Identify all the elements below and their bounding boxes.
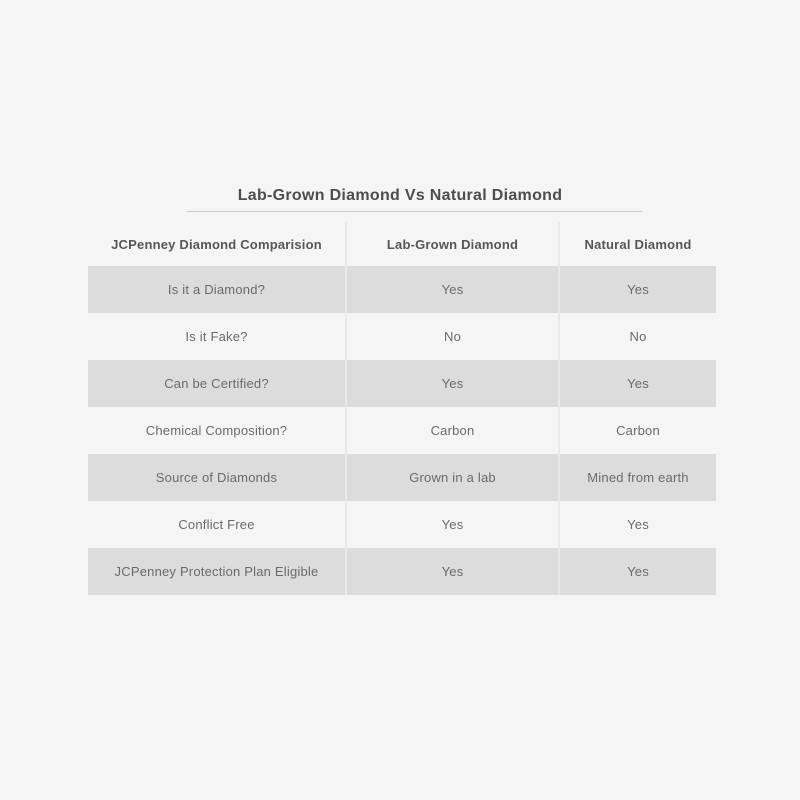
natural-value-cell: Yes (558, 266, 716, 313)
natural-value-cell: Carbon (558, 407, 716, 454)
natural-value-cell: Yes (558, 360, 716, 407)
row-label-cell: Can be Certified? (164, 376, 269, 391)
lab-grown-value-cell: Yes (345, 360, 558, 407)
row-label-cell: Source of Diamonds (155, 470, 278, 485)
natural-value-cell: Yes (558, 548, 716, 595)
table-row (88, 360, 716, 407)
table-row (88, 407, 716, 454)
lab-grown-value-cell: No (345, 313, 558, 360)
lab-grown-value-cell: Yes (345, 501, 558, 548)
row-label-cell: JCPenney Protection Plan Eligible (114, 564, 319, 579)
table-header-row (88, 222, 716, 266)
natural-value-cell: No (558, 313, 716, 360)
table-row (88, 266, 716, 313)
table-row (88, 501, 716, 548)
row-label-cell: Is it Fake? (185, 329, 248, 344)
page-title: Lab-Grown Diamond Vs Natural Diamond (237, 187, 563, 204)
title-divider (187, 211, 642, 212)
comparison-table (88, 222, 716, 595)
table-row (88, 548, 716, 595)
row-label-cell: Conflict Free (178, 517, 255, 532)
row-label-cell: Chemical Composition? (145, 423, 288, 438)
row-label-cell: Is it a Diamond? (167, 282, 266, 297)
natural-value-cell: Yes (558, 501, 716, 548)
lab-grown-value-cell: Yes (345, 266, 558, 313)
lab-grown-value-cell: Carbon (345, 407, 558, 454)
table-row (88, 313, 716, 360)
header-comparison-column: JCPenney Diamond Comparision (111, 236, 322, 252)
header-lab-grown-column: Lab-Grown Diamond (345, 222, 558, 266)
header-natural-column: Natural Diamond (558, 222, 716, 266)
natural-value-cell: Mined from earth (558, 454, 716, 501)
lab-grown-value-cell: Yes (345, 548, 558, 595)
lab-grown-value-cell: Grown in a lab (345, 454, 558, 501)
table-row (88, 454, 716, 501)
